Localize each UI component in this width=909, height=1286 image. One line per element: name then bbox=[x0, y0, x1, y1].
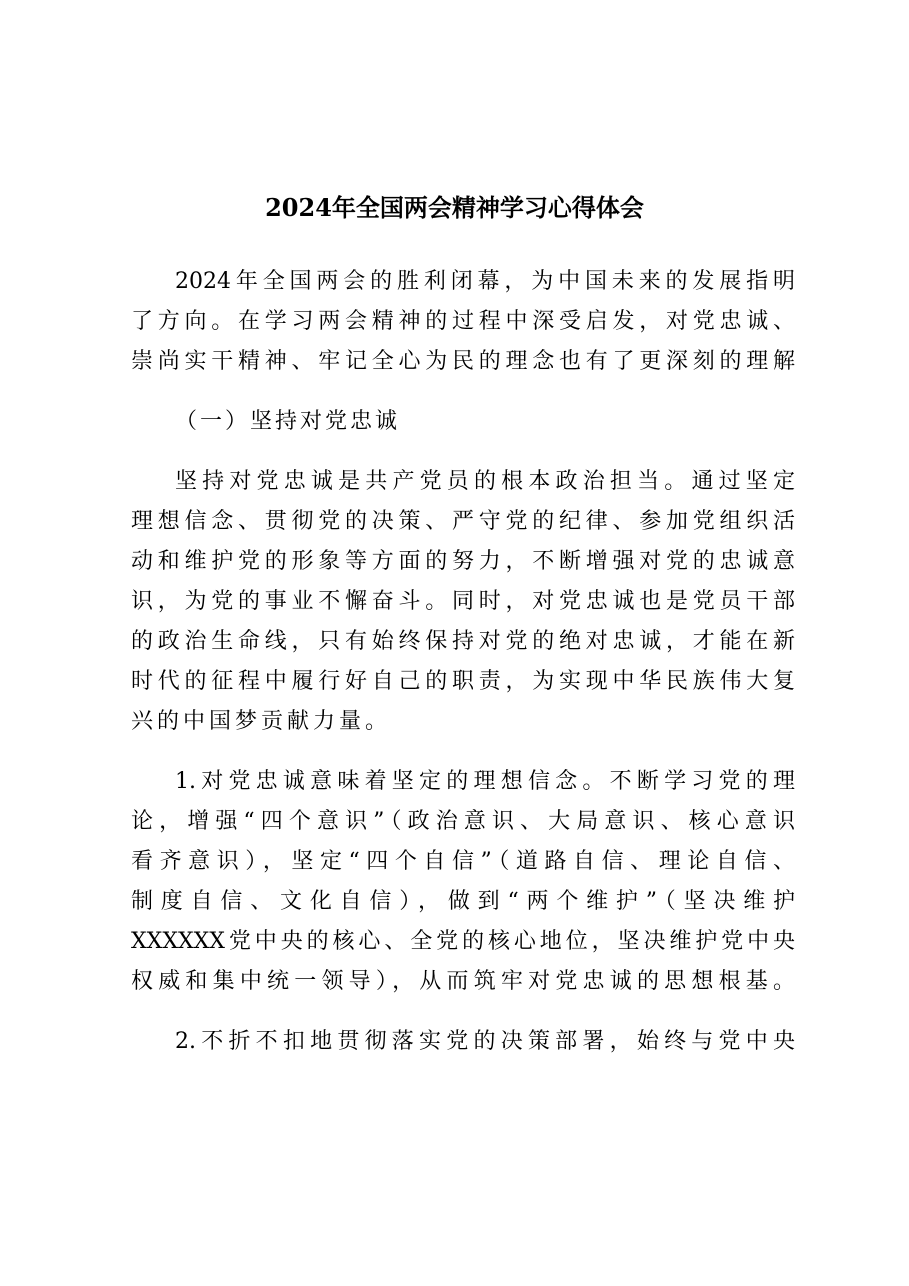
document-title: 2024年全国两会精神学习心得体会 bbox=[265, 193, 644, 222]
paragraph-line: 的政治生命线，只有始终保持对党的绝对忠诚，才能在新 bbox=[131, 629, 795, 654]
paragraph-line: 兴的中国梦贡献力量。 bbox=[131, 709, 392, 734]
paragraph-line: 理想信念、贯彻党的决策、严守党的纪律、参加党组织活 bbox=[131, 509, 795, 534]
paragraph-line: 坚持对党忠诚是共产党员的根本政治担当。通过坚定 bbox=[175, 469, 795, 494]
paragraph-line: 识，为党的事业不懈奋斗。同时，对党忠诚也是党员干部 bbox=[131, 589, 795, 614]
paragraph-line: 权威和集中统一领导），从而筑牢对党忠诚的思想根基。 bbox=[131, 969, 795, 994]
paragraph-line: 动和维护党的形象等方面的努力，不断增强对党的忠诚意 bbox=[131, 549, 795, 574]
paragraph-line: 论，增强“四个意识”（政治意识、大局意识、核心意识 bbox=[131, 809, 795, 834]
paragraph-line: 1.对党忠诚意味着坚定的理想信念。不断学习党的理 bbox=[175, 769, 795, 794]
paragraph-line: XXXXXX党中央的核心、全党的核心地位，坚决维护党中央 bbox=[131, 929, 795, 954]
paragraph-line: 2.不折不扣地贯彻落实党的决策部署，始终与党中央 bbox=[175, 1029, 795, 1054]
section-heading: （一）坚持对党忠诚 bbox=[175, 409, 401, 434]
paragraph-line: 时代的征程中履行好自己的职责，为实现中华民族伟大复 bbox=[131, 669, 795, 694]
paragraph-line: 2024年全国两会的胜利闭幕，为中国未来的发展指明 bbox=[175, 269, 795, 294]
paragraph-line: 看齐意识），坚定“四个自信”（道路自信、理论自信、 bbox=[131, 849, 795, 874]
paragraph-line: 制度自信、文化自信），做到“两个维护”（坚决维护 bbox=[131, 889, 795, 914]
paragraph-line: 崇尚实干精神、牢记全心为民的理念也有了更深刻的理解 bbox=[131, 349, 795, 374]
paragraph-line: 了方向。在学习两会精神的过程中深受启发，对党忠诚、 bbox=[131, 309, 795, 334]
